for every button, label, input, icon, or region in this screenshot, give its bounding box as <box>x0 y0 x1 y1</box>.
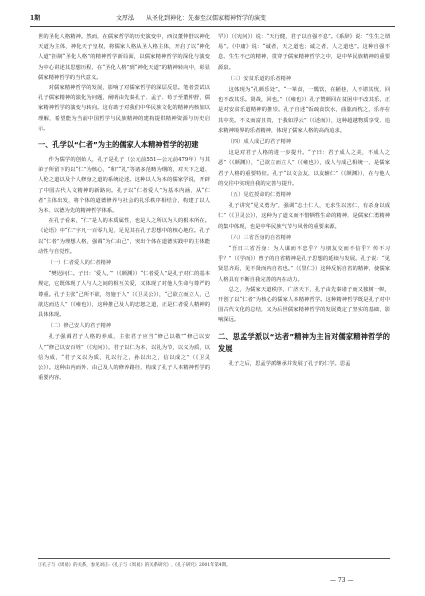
header-author: 文厚泓 <box>116 15 135 22</box>
paragraph: 作为儒学的创始人，孔子是孔子（公元前551—公元前479年）与其弟子所留下的以“仁”为核心，“和”“礼”等诸多范畴为纲的，对天下之道、人伦之道以及个人修身之道的系统论述。这种以人为本的儒家学说，开辟了中国古代人文精神的新路向。孔子以“仁者爱人”为基本内涵，从“仁者”主体出发，将个体的道德修养与社会的礼乐秩序相结合，构建了以人为本、以德为先的精神哲学体系。 <box>38 157 210 215</box>
subsection-heading: （三）安贫乐道的乐者精神 <box>227 75 292 82</box>
paragraph: 这是对君子人格的进一步提升。“子曰：君子成人之美，不成人之恶”（《颜渊》），“己欲立而立人”（《雍也》），成人与成己相统一，是儒家君子人格的重要特征。孔子“以文会友，以友辅仁”（《颜渊》），在与他人的交往中实现自我的完善与提升。 <box>218 150 390 187</box>
section-heading-1: 一、孔学以“仁者”为主的儒家人本精神哲学的初建 <box>38 140 199 150</box>
paragraph: 罕》）（《宪问》）说：“天行健，君子以自强不息”。《系辞》说：“生生之谓易”。《中庸》说：“诚者，天之道也；诚之者，人之道也”。这种自强不息、生生不已的精神，贯穿于儒家精神哲学之中，是中华民族精神的重要源泉。 <box>218 34 390 71</box>
paragraph: 在孔子看来，“仁”是人的本质属性，也是人之所以为人的根本所在。《论语》中“仁”字凡一百零九见，足见其在孔子思想中的核心地位。孔子以“仁者”为理想人格，强调“为仁由己”，突出个体在道德实践中的主体能动性与自觉性。 <box>38 218 210 255</box>
paragraph: 孔子强调君子人格的养成，主张君子应当“修己以敬”“修己以安人”“修己以安百姓”（《宪问》）。君子以仁为本，以礼为节，以义为质，以信为成，“君子义以为质，礼以行之，孙以出之，信以成之”（《卫灵公》）。这种由内而外、由己及人的修养路径，构成了孔子人本精神哲学的重要内容。 <box>38 334 210 382</box>
running-header <box>30 12 395 27</box>
page-number: — 73 — <box>330 577 354 584</box>
paragraph: “樊迟问仁。子曰：‘爱人。’”（《颜渊》）“仁者爱人”是孔子对仁的基本规定，它既体现了人与人之间的相互关爱，又体现了对他人生命与尊严的尊重。孔子主张“己所不欲，勿施于人”（《卫灵公》），“己欲立而立人，己欲达而达人”（《雍也》），这种推己及人的忠恕之道，正是仁者爱人精神的具体体现。 <box>38 271 210 319</box>
paragraph: 孔子之后，思孟学派继承并发展了孔子的仁学。思孟 <box>228 360 351 367</box>
right-column <box>218 32 390 369</box>
subsection-heading: （五）见危授命的仁勇精神 <box>227 192 292 199</box>
paragraph: 这体现为“孔颜乐处”。“一箪食，一瓢饮，在陋巷，人不堪其忧，回也不改其乐。贤哉，回也。”（《雍也》）孔子赞颜回在贫困中不改其乐，正是对安贫乐道精神的推崇。孔子自述“饭疏食饮水，曲肱而枕之，乐亦在其中矣。不义而富且贵，于我如浮云”（《述而》），这种超越物质享受、追求精神境界的乐者精神，体现了儒家人格的高尚追求。 <box>218 87 390 134</box>
issue-number: 1期 <box>30 15 41 22</box>
paragraph: 总之，为儒家天道秩序、广济天下，孔子由先秦诸子而又独树一帜，开创了以“仁者”为核心的儒家人本精神哲学。这种精神哲学既是孔子对中国古代文化的总结，又为后世儒家精神哲学的发展奠定了坚实的基础，影响深远。 <box>218 286 390 324</box>
subsection-heading: （四）成人成己的君子精神 <box>227 139 292 146</box>
subsection-heading: （六）三省吾身的自省精神 <box>227 234 292 241</box>
footnote: ①孔子与《周易》的关系，参见刘正:《孔子与《周易》的关系研究》,《孔子研究》2001年第4期。 <box>38 558 390 569</box>
paragraph: 世的圣化人格精神。然而，在儒家哲学的历史演变中，西汉董仲舒以神化天道为主体，神化天子皇权，将儒家人格从圣人格主体，开启了以“神化人道”拒制“圣化人格”的精神哲学新局面，以儒家精神哲学的深化与演变为中心讲述其思想历程，在“圣化人格”到“神化天道”的精神转向中，彰显儒家精神哲学的当代意义。 <box>38 34 210 81</box>
subsection-heading: （二）修己安人的君子精神 <box>47 323 112 330</box>
left-column <box>38 32 210 384</box>
section-heading-2: 二、思孟学派以“达者”精神为主旨对儒家精神哲学的发展 <box>218 331 390 353</box>
paragraph: 对儒家精神哲学的发展，影响了对儒家哲学的深层反思。笔者尝试以孔子儒家精神的演化为问题，阐明由先秦孔子、孟子、荀子至董仲舒，儒家精神哲学的演变与转向。这有助于对我们中华民族文化的精神内核加以理解，希望能为当前中国哲学与民族精神的建构提供精神资源与历史启示。 <box>38 85 210 132</box>
header-running-title: 从圣化到神化：先秦至汉儒家精神哲学的演变 <box>146 15 267 22</box>
paragraph: “吾日三省吾身：为人谋而不忠乎？与朋友交而不信乎？传不习乎？”（《学而》）曾子的自省精神是孔子思想的延续与发展。孔子说：“见贤思齐焉，见不贤而内自省也。”（《里仁》）这种反躬自省的精神，使儒家人格具有不断自我完善的内在动力。 <box>218 246 390 283</box>
subsection-heading: （一）仁者爱人的仁者精神 <box>47 260 112 267</box>
paragraph: 孔子讲究“见义勇为”，强调“志士仁人，无求生以害仁，有杀身以成仁”（《卫灵公》），这种为了道义而不惜牺牲生命的精神，是儒家仁勇精神的集中体现，也是中华民族气节与风骨的重要来源。 <box>218 203 390 230</box>
